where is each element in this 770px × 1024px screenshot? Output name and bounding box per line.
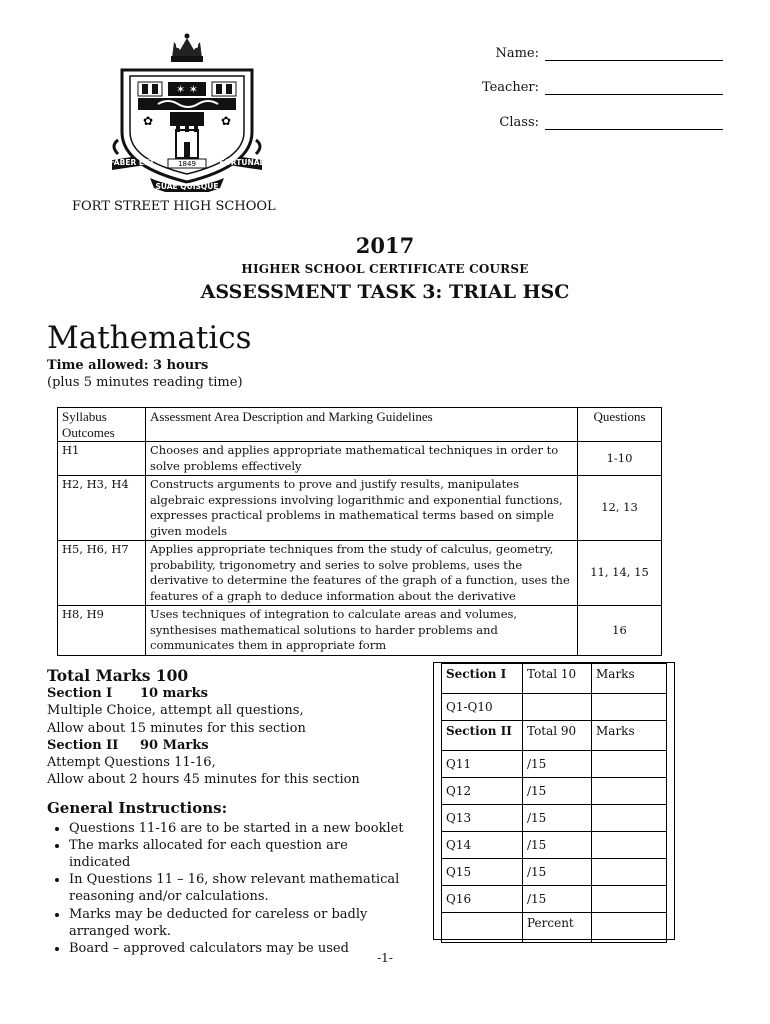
row-outcomes: H8, H9 [58, 606, 146, 656]
list-item: • Marks may be deducted for careless or badly arranged work. [69, 906, 409, 940]
table-cell[interactable] [592, 694, 667, 721]
row-questions: 12, 13 [578, 476, 662, 541]
reading-time: (plus 5 minutes reading time) [47, 375, 243, 390]
row-questions: 1-10 [578, 442, 662, 476]
table-cell[interactable] [592, 886, 667, 913]
crest-motto-right: FORTUNAE [219, 158, 265, 167]
syllabus-row [58, 606, 662, 656]
svg-text:✿: ✿ [220, 114, 232, 128]
syllabus-header-row [58, 408, 662, 442]
table-cell: Q11 [442, 751, 523, 778]
class-line[interactable] [545, 116, 723, 130]
syllabus-table [57, 407, 662, 656]
section1-heading [47, 685, 409, 702]
row-description: Chooses and applies appropriate mathematical techniques in order to solve problems effectively [146, 442, 578, 476]
page-number: -1- [377, 951, 393, 965]
section2-label: Section II [47, 737, 119, 753]
table-cell[interactable]: /15 [523, 886, 592, 913]
table-cell[interactable]: /15 [523, 778, 592, 805]
name-label: Name: [495, 46, 539, 61]
table-cell[interactable]: /15 [523, 751, 592, 778]
header-questions: Questions [578, 408, 662, 442]
section2-marks: 90 Marks [140, 737, 209, 753]
name-field[interactable] [495, 46, 723, 61]
crest-year: 1849 [178, 160, 196, 168]
marks-box [433, 662, 675, 940]
svg-text:✶ ✶: ✶ ✶ [176, 83, 198, 96]
table-cell[interactable]: /15 [523, 805, 592, 832]
row-questions: 11, 14, 15 [578, 541, 662, 606]
table-cell[interactable] [592, 805, 667, 832]
header-outcomes: Syllabus Outcomes [58, 408, 146, 442]
syllabus-row [58, 541, 662, 606]
syllabus-row [58, 476, 662, 541]
header-description: Assessment Area Description and Marking Guidelines [146, 408, 578, 442]
section2-line2: Allow about 2 hours 45 minutes for this section [47, 772, 360, 788]
teacher-field[interactable] [482, 80, 723, 95]
total-marks: Total Marks 100 [47, 666, 189, 685]
row-description: Uses techniques of integration to calculate areas and volumes, synthesises mathematical solutions to harder problems and communicates them in appropriate form [146, 606, 578, 656]
school-name: FORT STREET HIGH SCHOOL [72, 199, 276, 214]
table-cell: Total 90 [523, 721, 592, 751]
table-cell[interactable] [592, 751, 667, 778]
row-description: Constructs arguments to prove and justify results, manipulates algebraic expressions involving logarithmic and exponential functions, expresses practical problems in mathematical terms based on simple given models [146, 476, 578, 541]
table-row [442, 778, 667, 805]
section2-heading [47, 737, 409, 754]
table-cell[interactable] [592, 859, 667, 886]
table-cell: Marks [592, 664, 667, 694]
crown-icon [171, 34, 203, 63]
row-outcomes: H2, H3, H4 [58, 476, 146, 541]
crest-motto-bottom: SUAE QUISQUE [155, 182, 219, 191]
teacher-line[interactable] [545, 81, 723, 95]
table-row [442, 751, 667, 778]
table-row [442, 859, 667, 886]
table-cell[interactable] [592, 913, 667, 943]
table-cell [442, 913, 523, 943]
table-cell: Q15 [442, 859, 523, 886]
instructions-list [47, 820, 409, 958]
table-cell: Q12 [442, 778, 523, 805]
section1-line1: Multiple Choice, attempt all questions, [47, 703, 304, 719]
table-cell[interactable]: /15 [523, 832, 592, 859]
table-cell[interactable] [523, 694, 592, 721]
section1-line2: Allow about 15 minutes for this section [47, 720, 306, 736]
task-title: ASSESSMENT TASK 3: TRIAL HSC [200, 281, 570, 303]
instructions-heading: General Instructions: [47, 799, 228, 818]
time-allowed: Time allowed: 3 hours [47, 358, 209, 373]
school-crest [108, 32, 266, 192]
row-questions: 16 [578, 606, 662, 656]
table-cell: Marks [592, 721, 667, 751]
table-row [442, 805, 667, 832]
syllabus-row [58, 442, 662, 476]
table-cell: Percent [523, 913, 592, 943]
list-item: • Questions 11-16 are to be started in a new booklet [69, 820, 409, 837]
class-field[interactable] [499, 115, 723, 130]
exam-info [47, 667, 409, 957]
crest-motto-left: FABER EST [109, 158, 155, 167]
name-line[interactable] [545, 47, 723, 61]
table-cell[interactable] [592, 832, 667, 859]
course-title: HIGHER SCHOOL CERTIFICATE COURSE [241, 262, 529, 276]
row-outcomes: H5, H6, H7 [58, 541, 146, 606]
row-outcomes: H1 [58, 442, 146, 476]
teacher-label: Teacher: [481, 80, 539, 95]
table-cell[interactable]: /15 [523, 859, 592, 886]
table-cell: Section II [442, 721, 523, 751]
table-cell: Q14 [442, 832, 523, 859]
section2-line1: Attempt Questions 11-16, [47, 755, 216, 771]
table-row [442, 913, 667, 943]
exam-year: 2017 [355, 233, 415, 258]
table-row [442, 832, 667, 859]
section1-marks: 10 marks [140, 686, 208, 702]
section1-label: Section I [47, 686, 113, 702]
table-cell: Total 10 [523, 664, 592, 694]
marks-table [441, 663, 667, 943]
subject-title: Mathematics [47, 320, 252, 356]
list-item: • The marks allocated for each question are indicated [69, 837, 409, 871]
class-label: Class: [499, 115, 539, 130]
table-cell: Q13 [442, 805, 523, 832]
table-cell[interactable] [592, 778, 667, 805]
row-description: Applies appropriate techniques from the study of calculus, geometry, probability, trigonometry and series to solve problems, uses the derivative to determine the features of the graph of a function, uses the features of a graph to deduce information about the derivative [146, 541, 578, 606]
svg-text:✿: ✿ [142, 114, 154, 128]
table-cell: Section I [442, 664, 523, 694]
list-item: • Board – approved calculators may be used [69, 940, 409, 957]
table-row [442, 721, 667, 751]
list-item: • In Questions 11 – 16, show relevant mathematical reasoning and/or calculations. [69, 871, 409, 905]
table-cell: Q16 [442, 886, 523, 913]
table-row [442, 694, 667, 721]
table-cell: Q1-Q10 [442, 694, 523, 721]
table-row [442, 664, 667, 694]
table-row [442, 886, 667, 913]
